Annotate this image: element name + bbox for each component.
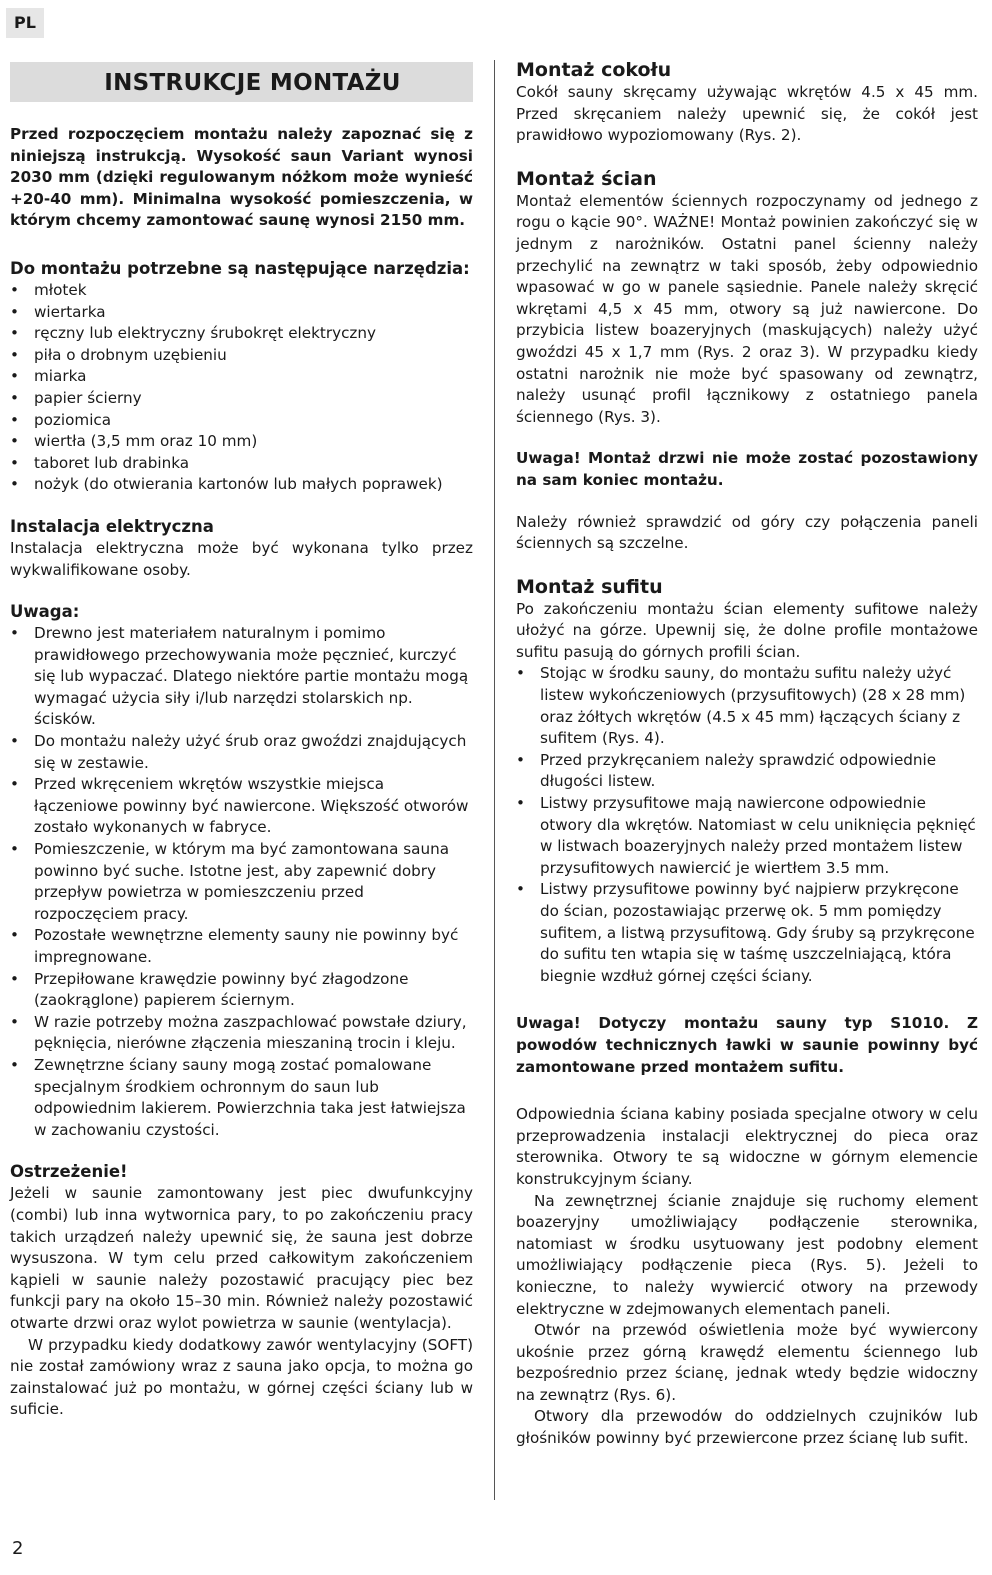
left-column — [10, 58, 473, 1421]
list-item: • nożyk (do otwierania kartonów lub małych poprawek) — [10, 474, 473, 496]
wall-openings-paragraph: Odpowiednia ściana kabiny posiada specjalne otwory w celu przeprowadzenia instalacji elektrycznej do pieca oraz sterownika. Otwory te są widoczne w górnym elemencie konstrukcyjnym ściany. — [516, 1105, 978, 1188]
electric-heading: Instalacja elektryczna — [10, 516, 214, 536]
list-item: • Zewnętrzne ściany sauny mogą zostać pomalowane specjalnym środkiem ochronnym do saun lub odpowiednim lakierem. Powierzchnia taka jest łatwiejsza w zachowaniu czystości. — [10, 1055, 473, 1141]
list-item: • Listwy przysufitowe mają nawiercone odpowiednie otwory dla wkrętów. Natomiast w celu uniknięcia pęknięć w listwach boazeryjnych należy przed montażem listew przysufitowych nawiercić je wiertłem 3.5 mm. — [516, 793, 978, 879]
list-item: • ręczny lub elektryczny śrubokręt elektryczny — [10, 323, 473, 345]
column-divider — [494, 60, 495, 1500]
door-warning: Uwaga! Montaż drzwi nie może zostać pozostawiony na sam koniec montażu. — [516, 449, 978, 489]
check-paragraph: Należy również sprawdzić od góry czy połączenia paneli ściennych są szczelne. — [516, 512, 978, 553]
notes-heading: Uwaga: — [10, 602, 80, 622]
electric-paragraph: Instalacja elektryczna może być wykonana tylko przez wykwalifikowane osoby. — [10, 538, 473, 579]
warning-heading: Ostrzeżenie! — [10, 1162, 128, 1182]
list-item: • taboret lub drabinka — [10, 453, 473, 475]
list-item: • wiertła (3,5 mm oraz 10 mm) — [10, 431, 473, 453]
page-title — [10, 62, 473, 102]
ceiling-heading: Montaż sufitu — [516, 575, 663, 598]
list-item: • piła o drobnym uzębieniu — [10, 345, 473, 367]
list-item: • Pozostałe wewnętrzne elementy sauny nie powinny być impregnowane. — [10, 925, 473, 968]
language-badge: PL — [6, 8, 44, 38]
right-column — [516, 58, 978, 1450]
base-heading: Montaż cokołu — [516, 59, 672, 81]
page-title-text: INSTRUKCJE MONTAŻU — [104, 70, 401, 96]
tools-heading: Do montażu potrzebne są następujące narzędzia: — [10, 258, 470, 278]
list-item: • wiertarka — [10, 302, 473, 324]
sensors-paragraph: Otwory dla przewodów do oddzielnych czujników lub głośników powinny być przewiercone przez ścianę lub sufit. — [516, 1407, 978, 1448]
intro-paragraph: Przed rozpoczęciem montażu należy zapoznać się z niniejszą instrukcją. Wysokość saun Variant wynosi 2030 mm (dzięki regulowanym nóżkom może wynieść +20-40 mm). Minimalna wysokość pomieszczenia, w którym chcemy zamontować saunę wynosi 2150 mm. — [10, 125, 473, 230]
warning-paragraph: Jeżeli w saunie zamontowany jest piec dwufunkcyjny (combi) lub inna wytwornica pary, to po zakończeniu pracy takich urządzeń należy upewnić się, że sauna jest dobrze wysuszona. W tym celu przed całkowitym zakończeniem kąpieli w saunie należy pozostawić pracujący piec bez funkcji pary na około 15–30 min. Również należy pozostawić otwarte drzwi oraz wylot powietrza w saunie (wentylacja). — [10, 1184, 473, 1332]
walls-paragraph: Montaż elementów ściennych rozpoczynamy od jednego z rogu o kącie 90°. WAŻNE! Montaż powinien zakończyć się w jednym z narożników. Ostatni panel ścienny należy przechylić na zewnątrz w taki sposób, żeby odpowiednio wpasować w go w panele sąsiednie. Panele należy skręcić wkrętami 4,5 x 45 mm, otwory są już nawiercone. Do przybicia listew boazeryjnych (maskujących) należy użyć gwoździ 45 x 1,7 mm (Rys. 2 oraz 3). W przypadku kiedy ostatni narożnik nie może być spasowany od zewnątrz, należy usunąć profil łącznikowy z ostatniego panela ściennego (Rys. 3). — [516, 191, 978, 426]
s1010-warning: Uwaga! Dotyczy montażu sauny typ S1010. Z powodów technicznych ławki w saunie powinny być zamontowane przed montażem sufitu. — [516, 1014, 978, 1076]
base-paragraph: Cokół sauny skręcamy używając wkrętów 4.5 x 45 mm. Przed skręcaniem należy upewnić się, że cokół jest prawidłowo wypoziomowany (Rys. 2). — [516, 83, 978, 145]
page-number: 2 — [12, 1538, 24, 1559]
ceiling-paragraph: Po zakończeniu montażu ścian elementy sufitowe należy ułożyć na górze. Upewnij się, że dolne profile montażowe sufitu pasują do górnych profili ścian. — [516, 599, 978, 661]
list-item: • papier ścierny — [10, 388, 473, 410]
list-item: • miarka — [10, 366, 473, 388]
ceiling-list — [516, 663, 978, 987]
list-item: • Przed przykręcaniem należy sprawdzić odpowiednie długości listew. — [516, 750, 978, 793]
lighting-paragraph: Otwór na przewód oświetlenia może być wywiercony ukośnie przez górną krawędź elementu ściennego lub bezpośrednio przez ścianę, jednak wtedy będzie widoczny na zewnątrz (Rys. 6). — [516, 1321, 978, 1404]
notes-list — [10, 623, 473, 1141]
list-item: • Listwy przysufitowe powinny być najpierw przykręcone do ścian, pozostawiając przerwę ok. 5 mm pomiędzy sufitem, a listwą przysufitową. Gdy śruby są przykręcone do sufitu ten wtapia się w taśmę uszczelniającą, która biegnie wzdłuż górnej części ściany. — [516, 879, 978, 987]
ventilation-paragraph: W przypadku kiedy dodatkowy zawór wentylacyjny (SOFT) nie został zamówiony wraz z sauna jako opcja, to można go zainstalować już po montażu, w górnej części ściany lub w suficie. — [10, 1335, 473, 1419]
list-item: • Przepiłowane krawędzie powinny być złagodzone (zaokrąglone) papierem ściernym. — [10, 969, 473, 1012]
outer-wall-paragraph: Na zewnętrznej ścianie znajduje się ruchomy element boazeryjny umożliwiający podłączenie sterownika, natomiast w środku usytuowany jest podobny element umożliwiający podłączenie pieca (Rys. 5). Jeżeli to konieczne, to należy wywiercić otwory na przewody elektryczne w zdejmowanych elementach paneli. — [516, 1191, 978, 1318]
tools-list — [10, 280, 473, 496]
list-item: • młotek — [10, 280, 473, 302]
list-item: • poziomica — [10, 410, 473, 432]
list-item: • Drewno jest materiałem naturalnym i pomimo prawidłowego przechowywania może pęcznieć, kurczyć się lub wypaczać. Dlatego niektóre partie montażu mogą wymagać użycia siły i/lub narzędzi stolarskich np. ścisków. — [10, 623, 473, 731]
list-item: • Przed wkręceniem wkrętów wszystkie miejsca łączeniowe powinny być nawiercone. Większość otworów zostało wykonanych w fabryce. — [10, 774, 473, 839]
list-item: • Pomieszczenie, w którym ma być zamontowana sauna powinno być suche. Istotne jest, aby zapewnić dobry przepływ powietrza w pomieszczeniu przed rozpoczęciem pracy. — [10, 839, 473, 925]
list-item: • Do montażu należy użyć śrub oraz gwoździ znajdujących się w zestawie. — [10, 731, 473, 774]
walls-heading: Montaż ścian — [516, 167, 657, 190]
list-item: • W razie potrzeby można zaszpachlować powstałe dziury, pęknięcia, nierówne złączenia mieszaniną trocin i kleju. — [10, 1012, 473, 1055]
list-item: • Stojąc w środku sauny, do montażu sufitu należy użyć listew wykończeniowych (przysufitowych) (28 x 28 mm) oraz żółtych wkrętów (4.5 x 45 mm) łączących ściany z sufitem (Rys. 4). — [516, 663, 978, 749]
